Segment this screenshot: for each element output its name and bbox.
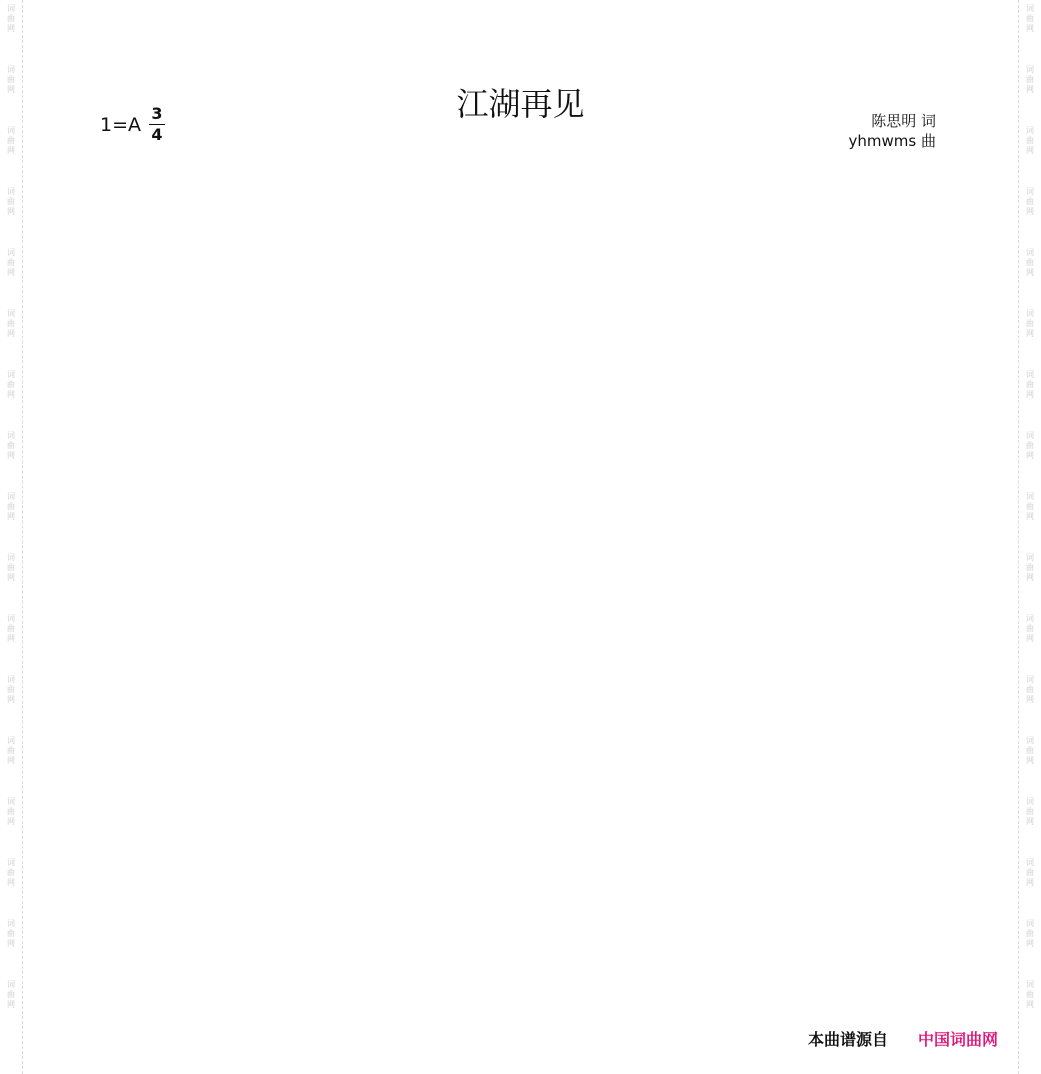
footer-site-link[interactable]: 中国词曲网 [918,1030,999,1049]
footer-source-label: 本曲谱源自 [808,1030,889,1049]
watermark-text: 词 曲 网 [7,797,15,826]
time-signature-bottom: 4 [151,125,163,144]
watermark-text: 词 曲 网 [1026,187,1034,216]
watermark-text: 词 曲 网 [7,858,15,887]
watermark-text: 词 曲 网 [1026,431,1034,460]
watermark-text: 词 曲 网 [7,919,15,948]
lyricist-credit: 陈思明 词 [871,112,936,130]
watermark-text: 词 曲 网 [1026,370,1034,399]
song-title: 江湖再见 [456,85,585,124]
watermark-text: 词 曲 网 [1026,797,1034,826]
time-signature-top: 3 [151,104,163,123]
watermark-text: 词 曲 网 [7,248,15,277]
watermark-text: 词 曲 网 [7,65,15,94]
key-signature: 1=A [100,114,142,136]
watermark-text: 词 曲 网 [7,309,15,338]
watermark-text: 词 曲 网 [7,492,15,521]
watermark-text: 词 曲 网 [1026,675,1034,704]
watermark-text: 词 曲 网 [1026,858,1034,887]
watermark-text: 词 曲 网 [1026,492,1034,521]
watermark-text: 词 曲 网 [1026,736,1034,765]
watermark-text: 词 曲 网 [1026,4,1034,33]
watermark-text: 词 曲 网 [1026,65,1034,94]
time-signature [147,105,167,144]
watermark-text: 词 曲 网 [1026,553,1034,582]
watermark-text: 词 曲 网 [1026,309,1034,338]
watermark-text: 词 曲 网 [7,675,15,704]
watermark-text: 词 曲 网 [7,126,15,155]
composer-credit: yhmwms 曲 [848,132,936,150]
watermark-text: 词 曲 网 [1026,919,1034,948]
watermark-text: 词 曲 网 [1026,248,1034,277]
watermark-text: 词 曲 网 [7,4,15,33]
watermark-text: 词 曲 网 [7,736,15,765]
watermark-text: 词 曲 网 [1026,126,1034,155]
right-watermark-strip [1018,0,1041,1074]
watermark-text: 词 曲 网 [7,614,15,643]
watermark-text: 词 曲 网 [7,553,15,582]
watermark-text: 词 曲 网 [7,187,15,216]
watermark-text: 词 曲 网 [1026,980,1034,1009]
left-watermark-strip [0,0,23,1074]
watermark-text: 词 曲 网 [7,431,15,460]
watermark-text: 词 曲 网 [7,370,15,399]
watermark-text: 词 曲 网 [7,980,15,1009]
watermark-text: 词 曲 网 [1026,614,1034,643]
